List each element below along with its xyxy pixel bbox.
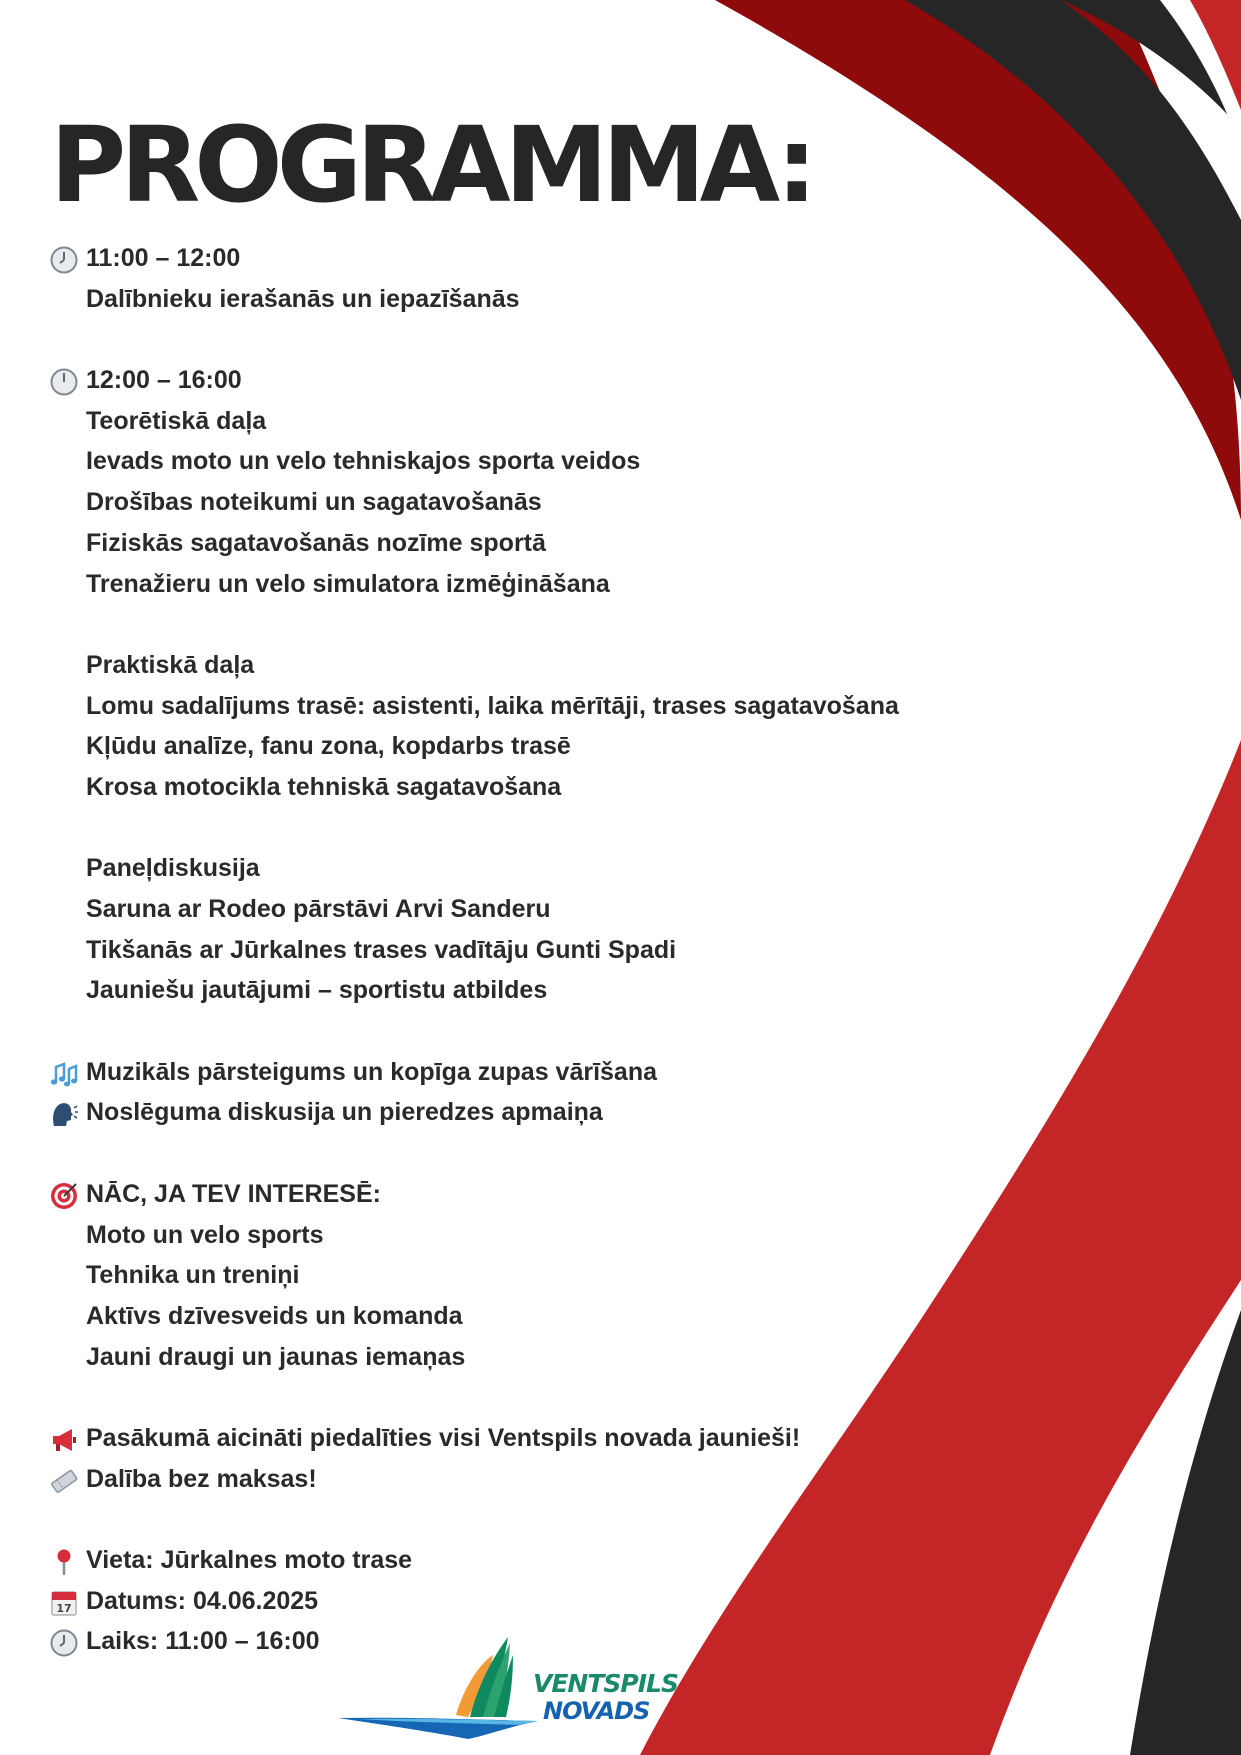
free-label: Dalība bez maksas! xyxy=(86,1464,317,1493)
practice-heading: Praktiskā daļa xyxy=(86,650,255,679)
date-item xyxy=(50,1581,950,1622)
place-label: Vieta: Jūrkalnes moto trase xyxy=(86,1546,413,1574)
ticket-icon xyxy=(50,1467,78,1495)
invite-label: Pasākumā aicināti piedalīties visi Ventspils novada jaunieši! xyxy=(86,1423,801,1452)
list-item: Dalībnieku ierašanās un iepazīšanās xyxy=(86,284,520,313)
program-content xyxy=(50,104,950,1662)
invite-item xyxy=(50,1418,950,1459)
clock-icon xyxy=(50,1629,78,1657)
list-item: Moto un velo sports xyxy=(86,1220,324,1249)
speaking-head-icon xyxy=(50,1100,78,1128)
list-item: Aktīvs dzīvesveids un komanda xyxy=(86,1301,463,1330)
calendar-icon xyxy=(50,1589,78,1617)
svg-text:17: 17 xyxy=(56,1601,72,1615)
closing-item xyxy=(50,1092,950,1133)
list-item: Jauni draugi un jaunas iemaņas xyxy=(86,1342,466,1371)
clock-icon xyxy=(50,246,78,274)
list-item: Krosa motocikla tehniskā sagatavošana xyxy=(86,772,562,801)
page-title: PROGRAMMA: xyxy=(50,104,812,226)
list-item: Jauniešu jautājumi – sportistu atbildes xyxy=(86,976,548,1005)
interest-heading xyxy=(50,1174,950,1215)
date-label: Datums: 04.06.2025 xyxy=(86,1586,319,1615)
time-slot-2 xyxy=(50,360,950,401)
music-notes-icon xyxy=(50,1060,78,1088)
theory-heading: Teorētiskā daļa xyxy=(86,406,267,435)
panel-heading: Paneļdiskusija xyxy=(86,854,260,883)
megaphone-icon xyxy=(50,1426,78,1454)
place-item xyxy=(50,1540,950,1581)
logo-text-ventspils: VENTSPILS xyxy=(533,1669,678,1698)
clock-icon xyxy=(50,368,78,396)
location-pin-icon xyxy=(50,1548,78,1576)
time-slot-1 xyxy=(50,238,950,279)
free-item xyxy=(50,1459,950,1500)
list-item: Lomu sadalījums trasē: asistenti, laika mērītāji, trases sagatavošana xyxy=(86,691,899,720)
time-slot-2-label: 12:00 – 16:00 xyxy=(86,366,242,395)
list-item: Trenažieru un velo simulatora izmēģināšana xyxy=(86,569,610,598)
closing-label: Noslēguma diskusija un pieredzes apmaiņa xyxy=(86,1098,603,1127)
list-item: Tikšanās ar Jūrkalnes trases vadītāju Gunti Spadi xyxy=(86,935,677,964)
list-item: Drošības noteikumi un sagatavošanās xyxy=(86,488,542,517)
interest-heading-label: NĀC, JA TEV INTERESĒ: xyxy=(86,1179,381,1208)
time-label: Laiks: 11:00 – 16:00 xyxy=(86,1627,320,1656)
list-item: Fiziskās sagatavošanās nozīme sportā xyxy=(86,528,546,557)
list-item: Ievads moto un velo tehniskajos sporta veidos xyxy=(86,447,641,476)
list-item: Kļūdu analīze, fanu zona, kopdarbs trasē xyxy=(86,732,571,761)
music-label: Muzikāls pārsteigums un kopīga zupas vārīšana xyxy=(86,1057,658,1086)
logo-text-novads: NOVADS xyxy=(543,1697,650,1725)
list-item: Tehnika un treniņi xyxy=(86,1261,300,1290)
target-icon xyxy=(50,1182,78,1210)
music-item xyxy=(50,1052,950,1093)
time-slot-1-label: 11:00 – 12:00 xyxy=(86,244,241,272)
list-item: Saruna ar Rodeo pārstāvi Arvi Sanderu xyxy=(86,895,551,923)
ventspils-novads-logo xyxy=(338,1635,678,1740)
